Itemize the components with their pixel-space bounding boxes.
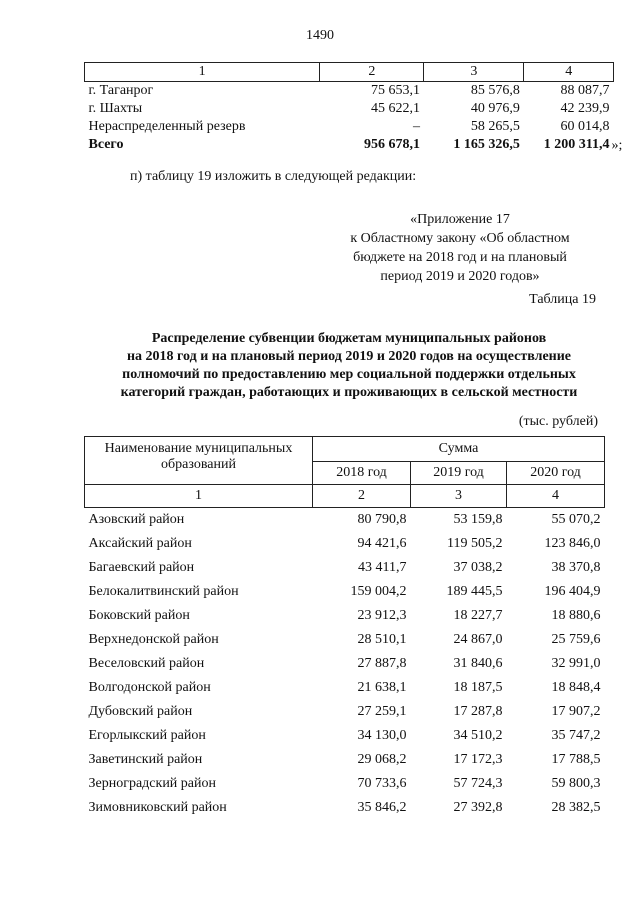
row-value-2019: 40 976,9 <box>470 101 520 116</box>
row-value-2020: 42 239,9 <box>560 101 610 116</box>
row-name: Белокалитвинский район <box>88 584 239 599</box>
row-value-2019: 189 445,5 <box>446 584 503 599</box>
row-value-2018: 43 411,7 <box>358 560 407 575</box>
row-name: Дубовский район <box>88 704 193 719</box>
column-header-year: 2020 год <box>507 462 605 485</box>
table-heading <box>84 330 614 402</box>
row-value-2018: 23 912,3 <box>357 608 407 623</box>
row-name: Зерноградский район <box>88 776 216 791</box>
heading-line: полномочий по предоставлению мер социальной поддержки отдельных <box>122 367 576 382</box>
top-table-header-row <box>85 63 614 82</box>
main-table-header-row <box>85 437 605 462</box>
total-value-2018: 956 678,1 <box>363 137 420 152</box>
table-row <box>85 676 605 700</box>
table-row <box>85 556 605 580</box>
column-index: 4 <box>507 485 605 508</box>
top-table <box>84 62 623 154</box>
row-value-2019: 31 840,6 <box>453 656 503 671</box>
row-value-2019: 17 172,3 <box>453 752 503 767</box>
row-value-2019: 17 287,8 <box>453 704 503 719</box>
row-name: Егорлыкский район <box>88 728 206 743</box>
top-table-header-cell: 4 <box>524 63 614 82</box>
row-name: Азовский район <box>88 512 185 527</box>
column-header-name: Наименование муниципальных образований <box>85 437 313 485</box>
column-index: 2 <box>313 485 411 508</box>
total-row <box>85 136 614 154</box>
table-row <box>85 508 605 533</box>
table-label: Таблица 19 <box>529 292 596 307</box>
row-value-2019: 119 505,2 <box>447 536 503 551</box>
row-value-2019: 57 724,3 <box>453 776 503 791</box>
row-name: г. Таганрог <box>88 83 154 98</box>
table-row <box>85 532 605 556</box>
row-value-2020: 32 991,0 <box>551 656 601 671</box>
table-row <box>85 748 605 772</box>
row-value-2019: 37 038,2 <box>453 560 503 575</box>
row-value-2020: 35 747,2 <box>551 728 601 743</box>
table-row <box>85 652 605 676</box>
total-value-2020: 1 200 311,4 <box>543 137 610 152</box>
table-row <box>85 580 605 604</box>
row-value-2020: 17 907,2 <box>551 704 601 719</box>
table-row <box>85 628 605 652</box>
top-table-header-cell: 2 <box>320 63 424 82</box>
row-value-2018: 34 130,0 <box>357 728 407 743</box>
row-value-2019: 85 576,8 <box>470 83 520 98</box>
appendix-reference <box>320 210 600 286</box>
row-value-2018: 159 004,2 <box>350 584 407 599</box>
table-row <box>85 724 605 748</box>
row-name: г. Шахты <box>88 101 143 116</box>
row-value-2018: 21 638,1 <box>357 680 407 695</box>
row-value-2019: 34 510,2 <box>453 728 503 743</box>
row-value-2018: 28 510,1 <box>357 632 407 647</box>
table-row <box>85 772 605 796</box>
units-label: (тыс. рублей) <box>518 414 598 429</box>
row-value-2018: 27 887,8 <box>357 656 407 671</box>
row-value-2018: 94 421,6 <box>357 536 407 551</box>
row-value-2019: 58 265,5 <box>470 119 520 134</box>
row-value-2020: 28 382,5 <box>551 800 601 815</box>
row-value-2019: 24 867,0 <box>453 632 503 647</box>
main-table <box>84 436 605 820</box>
row-value-2018: 70 733,6 <box>357 776 407 791</box>
column-index: 3 <box>411 485 507 508</box>
row-value-2020: 18 880,6 <box>551 608 601 623</box>
row-value-2018: 35 846,2 <box>357 800 407 815</box>
row-value-2020: 38 370,8 <box>551 560 601 575</box>
row-name: Багаевский район <box>88 560 195 575</box>
main-table-body <box>85 508 605 821</box>
row-name: Нераспределенный резерв <box>88 119 246 134</box>
column-header-year: 2019 год <box>411 462 507 485</box>
table-row <box>85 100 614 118</box>
heading-line: на 2018 год и на плановый период 2019 и 2020 годов на осуществление <box>126 349 572 364</box>
row-value-2020: 25 759,6 <box>551 632 601 647</box>
main-table-index-row <box>85 485 605 508</box>
table-row <box>85 604 605 628</box>
row-name: Веселовский район <box>88 656 205 671</box>
top-table-header-cell: 1 <box>85 63 320 82</box>
row-value-2018: 80 790,8 <box>357 512 407 527</box>
row-value-2020: 60 014,8 <box>560 119 610 134</box>
row-value-2018: 45 622,1 <box>370 101 420 116</box>
row-value-2018: – <box>412 119 420 134</box>
table-row <box>85 700 605 724</box>
row-value-2020: 196 404,9 <box>544 584 601 599</box>
row-name: Аксайский район <box>88 536 192 551</box>
column-header-year: 2018 год <box>313 462 411 485</box>
row-value-2019: 18 187,5 <box>453 680 503 695</box>
table-row <box>85 796 605 820</box>
row-value-2020: 59 800,3 <box>551 776 601 791</box>
heading-line: категорий граждан, работающих и проживающих в сельской местности <box>120 385 578 400</box>
appendix-line: «Приложение 17 <box>410 212 510 227</box>
heading-line: Распределение субвенции бюджетам муниципальных районов <box>151 331 547 346</box>
closing-quote-mark: »; <box>611 138 623 153</box>
row-value-2018: 75 653,1 <box>370 83 420 98</box>
row-name: Зимовниковский район <box>88 800 227 815</box>
column-index: 1 <box>85 485 313 508</box>
row-value-2020: 17 788,5 <box>551 752 601 767</box>
row-value-2020: 123 846,0 <box>544 536 601 551</box>
row-name: Верхнедонской район <box>88 632 219 647</box>
appendix-line: период 2019 и 2020 годов» <box>380 269 540 284</box>
appendix-line: бюджете на 2018 год и на плановый <box>353 250 567 265</box>
row-value-2018: 27 259,1 <box>357 704 407 719</box>
row-value-2020: 18 848,4 <box>551 680 601 695</box>
total-value-2019: 1 165 326,5 <box>453 137 520 152</box>
column-header-sum: Сумма <box>313 437 605 462</box>
total-value-2020-wrap <box>543 137 623 153</box>
row-value-2019: 27 392,8 <box>453 800 503 815</box>
row-name: Боковский район <box>88 608 190 623</box>
total-value-2020-cell <box>524 136 623 154</box>
top-table-header-cell: 3 <box>424 63 524 82</box>
table-row <box>85 118 614 136</box>
page-number: 1490 <box>306 28 334 43</box>
instruction-text: п) таблицу 19 изложить в следующей редакции: <box>130 169 417 184</box>
row-value-2020: 55 070,2 <box>551 512 601 527</box>
row-value-2019: 18 227,7 <box>453 608 503 623</box>
row-value-2019: 53 159,8 <box>453 512 503 527</box>
appendix-line: к Областному закону «Об областном <box>350 231 570 246</box>
row-value-2020: 88 087,7 <box>560 83 610 98</box>
row-name: Волгодонской район <box>88 680 211 695</box>
table-row <box>85 82 614 101</box>
total-label: Всего <box>88 137 124 152</box>
row-name: Заветинский район <box>88 752 203 767</box>
row-value-2018: 29 068,2 <box>357 752 407 767</box>
